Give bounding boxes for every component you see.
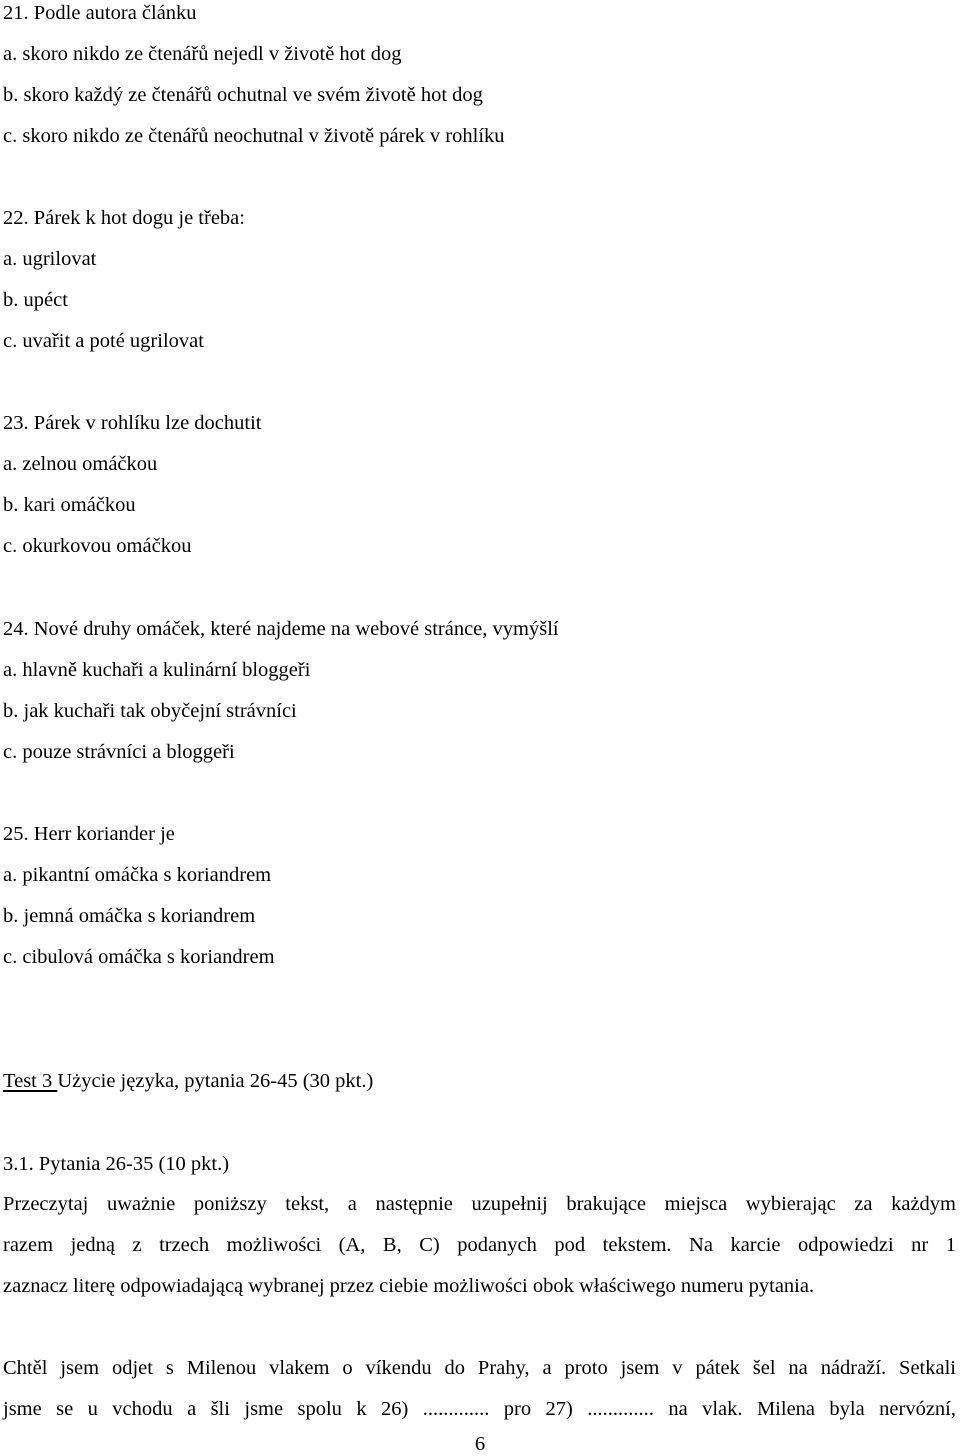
question-stem: 23. Párek v rohlíku lze dochutit xyxy=(3,412,262,434)
question-option: c. pouze strávníci a bloggeři xyxy=(3,741,235,763)
question-stem: 24. Nové druhy omáček, které najdeme na webové stránce, vymýšlí xyxy=(3,618,559,640)
question-option: a. pikantní omáčka s koriandrem xyxy=(3,864,272,886)
test-heading-rest: Użycie języka, pytania 26-45 (30 pkt.) xyxy=(57,1070,374,1092)
test-heading xyxy=(3,1068,373,1094)
question-option: b. jemná omáčka s koriandrem xyxy=(3,905,256,927)
question-option: c. okurkovou omáčkou xyxy=(3,535,192,557)
question-option: c. uvařit a poté ugrilovat xyxy=(3,330,204,352)
question-option: b. skoro každý ze čtenářů ochutnal ve svém životě hot dog xyxy=(3,84,483,106)
question-option: c. cibulová omáčka s koriandrem xyxy=(3,946,275,968)
instructions-line: zaznacz literę odpowiadającą wybranej przez ciebie możliwości obok właściwego numeru pytania. xyxy=(3,1275,815,1297)
question-option: a. skoro nikdo ze čtenářů nejedl v životě hot dog xyxy=(3,43,402,65)
question-stem: 25. Herr koriander je xyxy=(3,823,175,845)
question-option: a. zelnou omáčkou xyxy=(3,453,158,475)
question-option: a. hlavně kuchaři a kulinární bloggeři xyxy=(3,659,311,681)
instructions-line: razem jedną z trzech możliwości (A, B, C) podanych pod tekstem. Na karcie odpowiedzi nr 1 xyxy=(3,1234,956,1256)
question-option: c. skoro nikdo ze čtenářů neochutnal v životě párek v rohlíku xyxy=(3,125,505,147)
story-line: Chtěl jsem odjet s Milenou vlakem o víkendu do Prahy, a proto jsem v pátek šel na nádraží. Setkali xyxy=(3,1357,956,1379)
question-option: b. jak kuchaři tak obyčejní strávníci xyxy=(3,700,297,722)
test-heading-underlined: Test 3 xyxy=(3,1070,58,1092)
question-stem: 21. Podle autora článku xyxy=(3,2,197,24)
section-heading: 3.1. Pytania 26-35 (10 pkt.) xyxy=(3,1153,230,1175)
question-option: b. kari omáčkou xyxy=(3,494,136,516)
instructions-line: Przeczytaj uważnie poniższy tekst, a następnie uzupełnij brakujące miejsca wybierając za każdym xyxy=(3,1193,956,1215)
question-option: a. ugrilovat xyxy=(3,248,97,270)
question-stem: 22. Párek k hot dogu je třeba: xyxy=(3,207,245,229)
story-line: jsme se u vchodu a šli jsme spolu k 26) ............. pro 27) ............. na vlak. Milena byla nervózní, xyxy=(3,1398,956,1420)
page-number: 6 xyxy=(474,1433,486,1455)
question-option: b. upéct xyxy=(3,289,68,311)
